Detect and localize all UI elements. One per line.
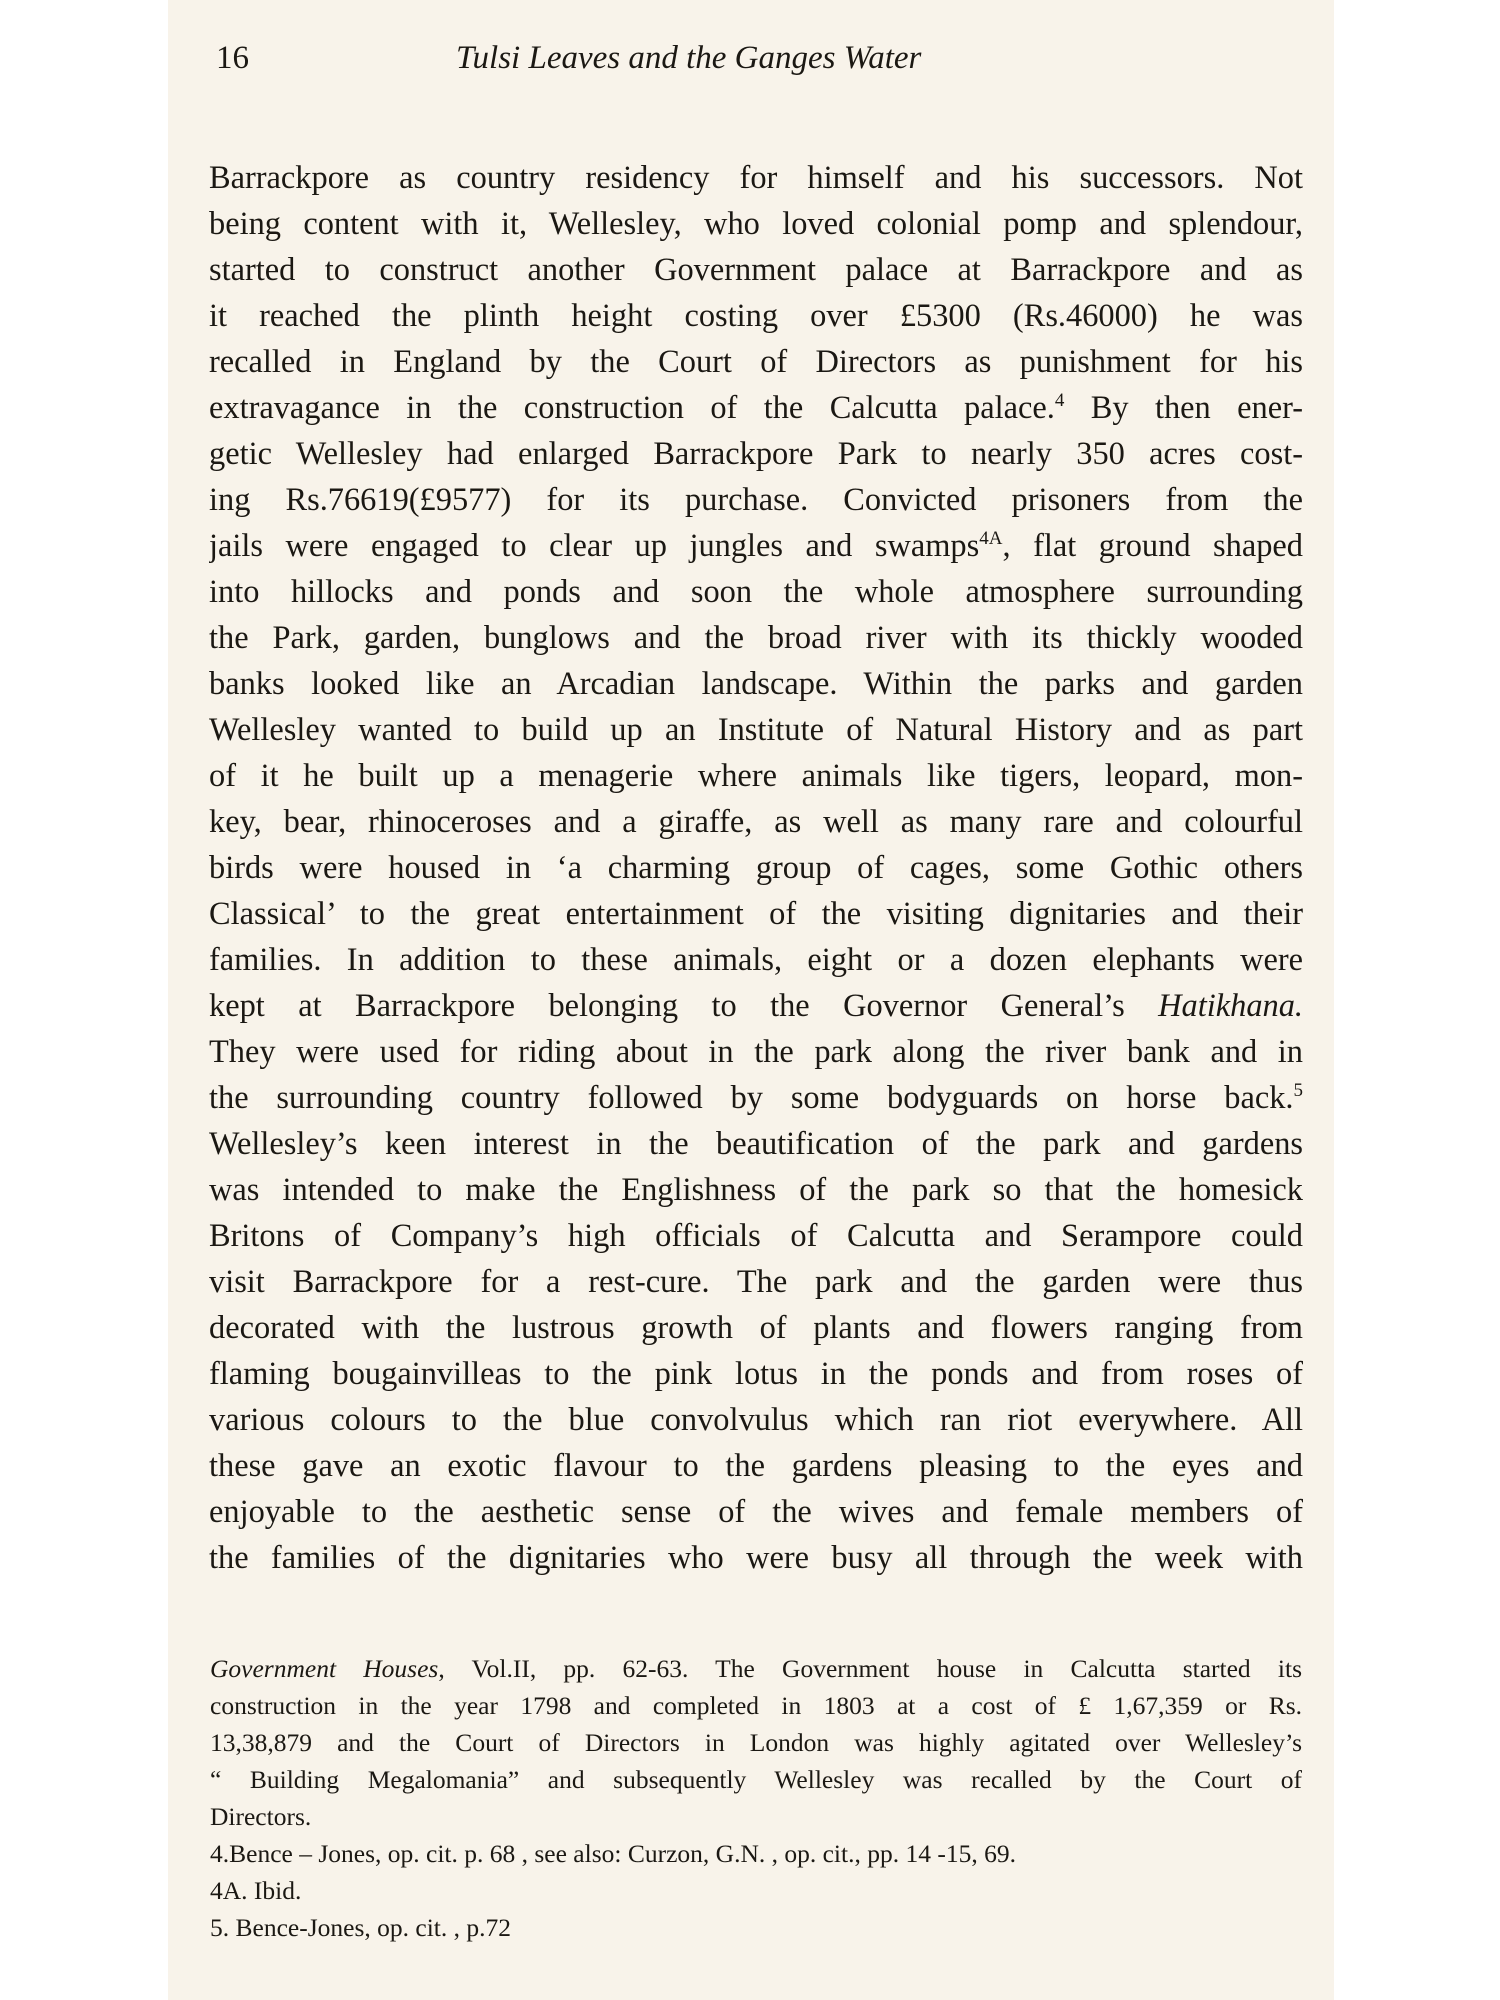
body-line: the Park, garden, bunglows and the broad river with its thickly wooded <box>209 620 1303 656</box>
hatikhana-term: Hatikhana. <box>1158 988 1303 1024</box>
footnotes <box>210 1650 1302 1946</box>
running-title: Tulsi Leaves and the Ganges Water <box>456 40 922 76</box>
footnote-line: Directors. <box>210 1802 312 1831</box>
body-line: these gave an exotic flavour to the gardens pleasing to the eyes and <box>209 1448 1303 1484</box>
body-line: flaming bougainvilleas to the pink lotus in the ponds and from roses of <box>209 1356 1303 1392</box>
body-line: key, bear, rhinoceroses and a giraffe, as well as many rare and colourful <box>209 804 1303 840</box>
body-line: visit Barrackpore for a rest-cure. The park and the garden were thus <box>209 1264 1303 1300</box>
footnote-line: “ Building Megalomania” and subsequently Wellesley was recalled by the Court of <box>210 1765 1302 1794</box>
footnote-ref-4: 4 <box>1054 390 1065 411</box>
body-line: Wellesley’s keen interest in the beautification of the park and gardens <box>209 1126 1303 1162</box>
footnote-ref-5: 5 <box>1293 1080 1303 1101</box>
body-line: kept at Barrackpore belonging to the Governor General’s Hatikhana. <box>209 988 1303 1024</box>
body-line: into hillocks and ponds and soon the whole atmosphere surrounding <box>209 574 1303 610</box>
page-header <box>216 40 1286 100</box>
body-line: the families of the dignitaries who were busy all through the week with <box>209 1540 1303 1576</box>
body-line: banks looked like an Arcadian landscape. Within the parks and garden <box>209 666 1303 702</box>
body-line: They were used for riding about in the park along the river bank and in <box>209 1034 1303 1070</box>
body-line: Wellesley wanted to build up an Institute of Natural History and as part <box>209 712 1303 748</box>
body-line: Britons of Company’s high officials of Calcutta and Serampore could <box>209 1218 1303 1254</box>
body-line: jails were engaged to clear up jungles and swamps$^{4A}$, flat ground shaped <box>209 528 1303 564</box>
body-line: ing Rs.76619(£9577) for its purchase. Convicted prisoners from the <box>209 482 1303 518</box>
page-number: 16 <box>216 40 249 76</box>
body-line: extravagance in the construction of the Calcutta palace.$^4$ By then ener- <box>209 390 1303 426</box>
body-line: getic Wellesley had enlarged Barrackpore Park to nearly 350 acres cost- <box>209 436 1303 472</box>
body-line: Barrackpore as country residency for himself and his successors. Not <box>209 160 1303 196</box>
body-line: enjoyable to the aesthetic sense of the wives and female members of <box>209 1494 1303 1530</box>
body-line: decorated with the lustrous growth of plants and flowers ranging from <box>209 1310 1303 1346</box>
body-line: birds were housed in ‘a charming group of cages, some Gothic others <box>209 850 1303 886</box>
body-line: various colours to the blue convolvulus which ran riot everywhere. All <box>209 1402 1303 1438</box>
body-line: it reached the plinth height costing over £5300 (Rs.46000) he was <box>209 298 1303 334</box>
footnote-5: 5. Bence-Jones, op. cit. , p.72 <box>210 1913 511 1942</box>
body-line: of it he built up a menagerie where animals like tigers, leopard, mon- <box>209 758 1303 794</box>
footnote-4: 4.Bence – Jones, op. cit. p. 68 , see also: Curzon, G.N. , op. cit., pp. 14 -15, 69. <box>210 1839 1016 1868</box>
body-line: families. In addition to these animals, eight or a dozen elephants were <box>209 942 1303 978</box>
body-text <box>209 155 1303 1581</box>
body-line: started to construct another Government palace at Barrackpore and as <box>209 252 1303 288</box>
footnote-line: 13,38,879 and the Court of Directors in London was highly agitated over Wellesley’s <box>210 1728 1302 1757</box>
body-line: Classical’ to the great entertainment of the visiting dignitaries and their <box>209 896 1303 932</box>
footnote-4a: 4A. Ibid. <box>210 1876 302 1905</box>
footnote-line: Government Houses, Vol.II, pp. 62-63. The Government house in Calcutta started its <box>210 1654 1302 1683</box>
body-line: recalled in England by the Court of Directors as punishment for his <box>209 344 1303 380</box>
body-line: being content with it, Wellesley, who loved colonial pomp and splendour, <box>209 206 1303 242</box>
book-page <box>168 0 1334 2000</box>
body-line: was intended to make the Englishness of the park so that the homesick <box>209 1172 1303 1208</box>
footnote-ref-4a: 4A <box>979 528 1003 549</box>
footnote-line: construction in the year 1798 and completed in 1803 at a cost of £ 1,67,359 or Rs. <box>210 1691 1302 1720</box>
body-line: the surrounding country followed by some bodyguards on horse back.$^5$ <box>209 1080 1303 1116</box>
